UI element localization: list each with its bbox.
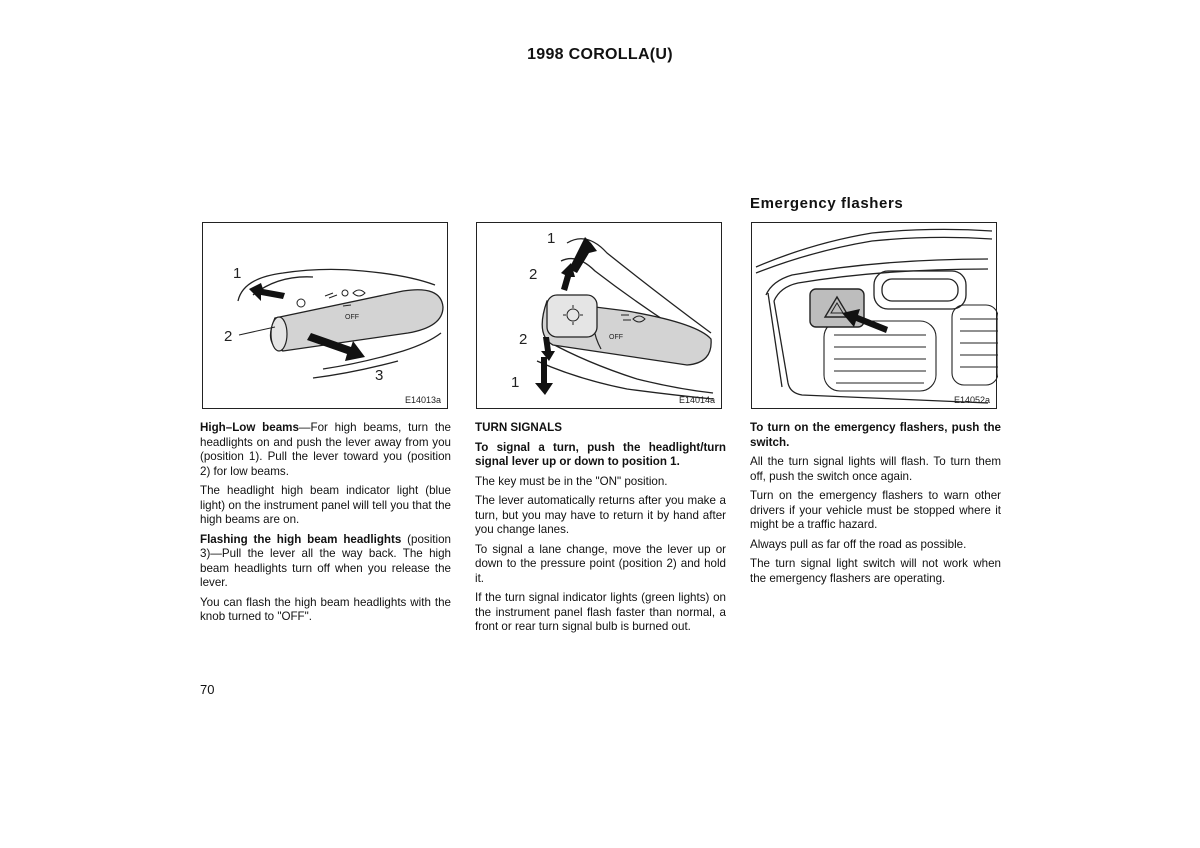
figure-emergency-flasher-switch: [751, 222, 997, 409]
label-position-3: 3: [375, 367, 384, 384]
term-flashing: Flashing the high beam headlights: [200, 532, 402, 546]
svg-text:OFF: OFF: [609, 334, 623, 341]
figure-code: E14013a: [404, 395, 441, 405]
paragraph-all-lights: All the turn signal lights will flash. To turn them off, push the switch once again.: [750, 455, 1001, 483]
paragraph-warn: Turn on the emergency flashers to warn other drivers if your vehicle must be stopped where it might be a traffic hazard.: [750, 489, 1001, 531]
label-down-1: 1: [511, 374, 520, 391]
figure-headlight-lever: [202, 222, 448, 409]
paragraph-switch-not-work: The turn signal light switch will not work when the emergency flashers are operating.: [750, 557, 1001, 585]
label-up-2: 2: [529, 266, 538, 283]
figure-code: E14052a: [953, 395, 990, 405]
paragraph-flash-off: You can flash the high beam headlights with the knob turned to "OFF".: [200, 595, 451, 623]
vent-grille-center: [824, 321, 936, 391]
paragraph-bulb-out: If the turn signal indicator lights (green lights) on the instrument panel flash faster than normal, a front or rear turn signal bulb is burned out.: [475, 591, 726, 633]
column-headlights: [200, 421, 451, 630]
hazard-switch: [810, 289, 864, 327]
page-number: 70: [200, 682, 215, 697]
label-position-2: 2: [224, 328, 233, 345]
column-emergency-flashers: [750, 421, 1001, 591]
label-position-1: 1: [233, 265, 242, 282]
paragraph-flashers-intro: To turn on the emergency flashers, push the switch.: [750, 421, 1001, 449]
lever-body: [542, 295, 711, 365]
paragraph-key: The key must be in the "ON" position.: [475, 474, 668, 488]
heading-turn-signals: TURN SIGNALS: [475, 421, 562, 434]
column-turn-signals: [475, 421, 726, 640]
vent-grille-right: [952, 305, 998, 385]
paragraph-auto-return: The lever automatically returns after you make a turn, but you may have to return it by hand after you change lanes.: [475, 494, 726, 536]
label-up-1: 1: [547, 230, 556, 247]
paragraph-pull-off: Always pull as far off the road as possible.: [750, 537, 967, 551]
svg-text:OFF: OFF: [345, 314, 359, 321]
figure-code: E14014a: [678, 395, 715, 405]
paragraph-turn-intro: To signal a turn, push the headlight/turn signal lever up or down to position 1.: [475, 440, 726, 468]
figure-turn-signal-lever: [476, 222, 722, 409]
page-header: 1998 COROLLA(U): [527, 46, 673, 63]
paragraph-high-low-beams: High–Low beams—For high beams, turn the headlights on and push the lever away from you (position 1). Pull the lever toward you (position 2) for low beams.: [200, 421, 452, 478]
label-down-2: 2: [519, 331, 528, 348]
arrow-down-position-1: [535, 357, 553, 395]
term-high-low-beams: High–Low beams: [200, 421, 299, 434]
section-title-emergency-flashers: Emergency flashers: [750, 195, 904, 212]
paragraph-indicator: The headlight high beam indicator light (blue light) on the instrument panel will tell you that the high beams are on.: [200, 484, 451, 526]
lever-body: [271, 290, 444, 351]
paragraph-lane-change: To signal a lane change, move the lever up or down to the pressure point (position 2) and hold it.: [475, 542, 726, 585]
paragraph-flashing: Flashing the high beam headlights (position 3)—Pull the lever all the way back. The high beam headlights turn off when you release the lever.: [200, 532, 451, 589]
